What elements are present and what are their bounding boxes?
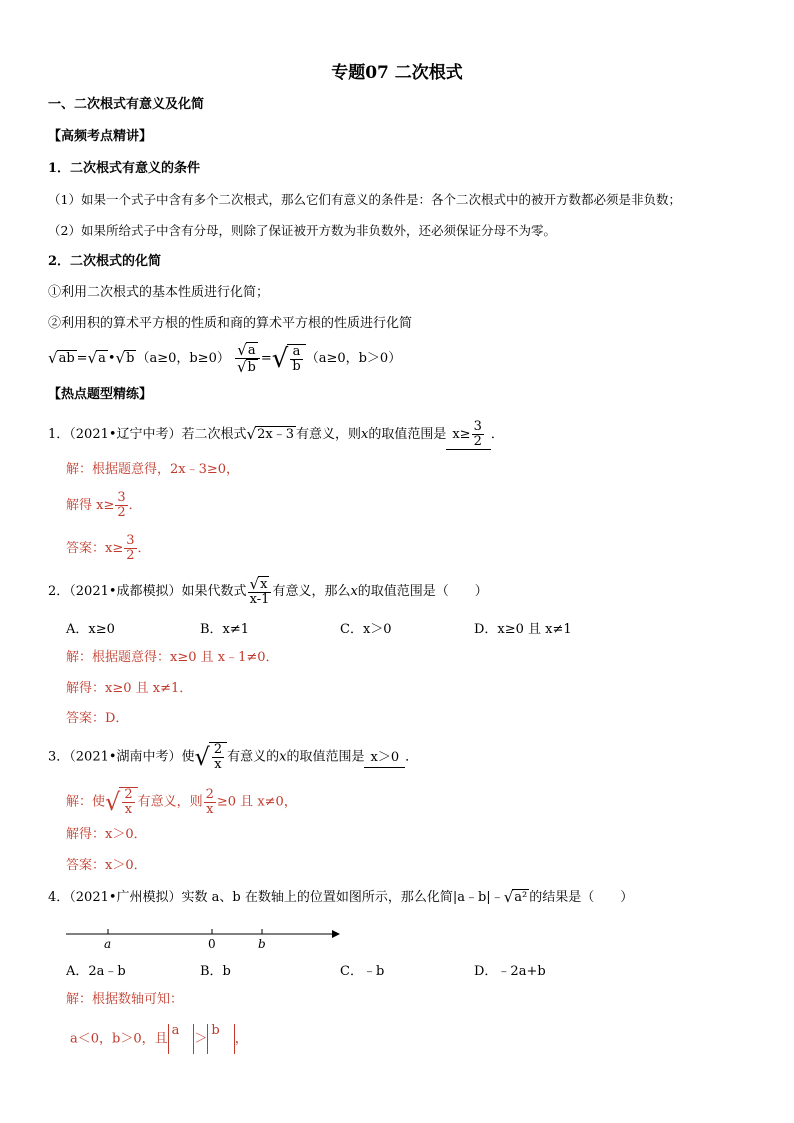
tag-hot-topics: 【热点题型精练】 — [48, 387, 153, 402]
q2-option-d: D．x≥0 且 x≠1 — [474, 622, 572, 637]
sqrt-b: √b — [115, 349, 135, 368]
q2-stem: 2．（2021•成都模拟）如果代数式 $\frac{√x}{x-1}$ 有意义，那么x的取值范围是（ ） — [48, 575, 488, 607]
abs-a: a — [168, 1024, 195, 1054]
number-line — [66, 922, 346, 952]
q2-option-b: B．x≠1 — [200, 622, 250, 637]
number-line-arrow — [332, 930, 340, 938]
q2-solution-1: 解：根据题意得：x≥0 且 x﹣1≠0． — [66, 650, 279, 665]
q4-stem: 4．（2021•广州模拟）实数 a、b 在数轴上的位置如图所示，那么化简|a﹣b|﹣√a² 的结果是（ ） — [48, 888, 634, 906]
q4-option-c: C．﹣b — [340, 964, 385, 979]
kp1-heading: 1．二次根式有意义的条件 — [48, 161, 201, 176]
q3-solution-1: 解：使√ $\frac{2}{x}$ 有意义，则 $\frac{2}{x}$ ≥0 且 x≠0， — [66, 786, 297, 817]
q3-stem: 3．（2021•湖南中考）使√ $\frac{2}{x}$ 有意义的x的取值范围是 x＞0 ． — [48, 742, 419, 772]
q4-option-b: B．b — [200, 964, 231, 979]
q2-option-a: A．x≥0 — [66, 622, 115, 637]
kp2-para1: ①利用二次根式的基本性质进行化简； — [48, 285, 270, 300]
kp1-para2: （2）如果所给式子中含有分母，则除了保证被开方数为非负数外，还必须保证分母不为零。 — [48, 223, 556, 238]
label-a: a — [104, 937, 112, 951]
section-heading: 一、二次根式有意义及化简 — [48, 97, 205, 112]
q1-answer-blank: x≥ $\frac{3}{2}$ — [446, 420, 491, 450]
tag-high-frequency: 【高频考点精讲】 — [48, 129, 153, 144]
page-title: 专题07 二次根式 — [331, 63, 463, 83]
q3-answer: 答案：x＞0． — [66, 858, 147, 873]
q2-option-c: C．x＞0 — [340, 622, 392, 637]
kp2-para2: ②利用积的算术平方根的性质和商的算术平方根的性质进行化简 — [48, 316, 413, 331]
sqrt-ab: √ab — [48, 349, 75, 368]
condition-1: （a≥0，b≥0） — [136, 351, 230, 366]
condition-2: （a≥0，b＞0） — [305, 351, 402, 366]
q4-option-a: A．2a﹣b — [66, 964, 126, 979]
q1-solution-2: 解得 x≥ $\frac{3}{2}$ ． — [66, 490, 142, 520]
quotient-lhs: $\frac{√a}{√b}$ — [235, 342, 260, 375]
abs-b: b — [207, 1024, 234, 1054]
q4-solution-2: a＜0，b＞0，且a＞b， — [70, 1024, 248, 1054]
q2-answer: 答案：D． — [66, 711, 129, 726]
q1-stem: 1．（2021•辽宁中考）若二次根式√2x﹣3 有意义，则x的取值范围是 x≥ $\frac{3}{2}$ ． — [48, 419, 504, 449]
q4-solution-1: 解：根据数轴可知： — [66, 992, 184, 1007]
label-0: 0 — [208, 937, 216, 951]
q1-answer: 答案：x≥ $\frac{3}{2}$ ． — [66, 533, 151, 563]
sqrt-a: √a — [87, 349, 106, 368]
q3-answer-blank: x＞0 — [364, 749, 405, 768]
kp1-para1: （1）如果一个式子中含有多个二次根式，那么它们有意义的条件是：各个二次根式中的被开方数都必须是非负数； — [48, 192, 681, 207]
formula-line: √ab =√a •√b （a≥0，b≥0） $\frac{√a}{√b}$ =√ $\frac{a}{b}$ （a≥0，b＞0） — [48, 341, 402, 376]
q3-solution-2: 解得：x＞0． — [66, 827, 147, 842]
q2-solution-2: 解得：x≥0 且 x≠1． — [66, 681, 193, 696]
label-b: b — [258, 937, 266, 951]
q4-option-d: D．﹣2a+b — [474, 964, 546, 979]
quotient-rhs: √ $\frac{a}{b}$ — [272, 344, 306, 374]
kp2-heading: 2．二次根式的化简 — [48, 254, 162, 269]
q1-solution-1: 解：根据题意得，2x﹣3≥0， — [66, 462, 240, 477]
